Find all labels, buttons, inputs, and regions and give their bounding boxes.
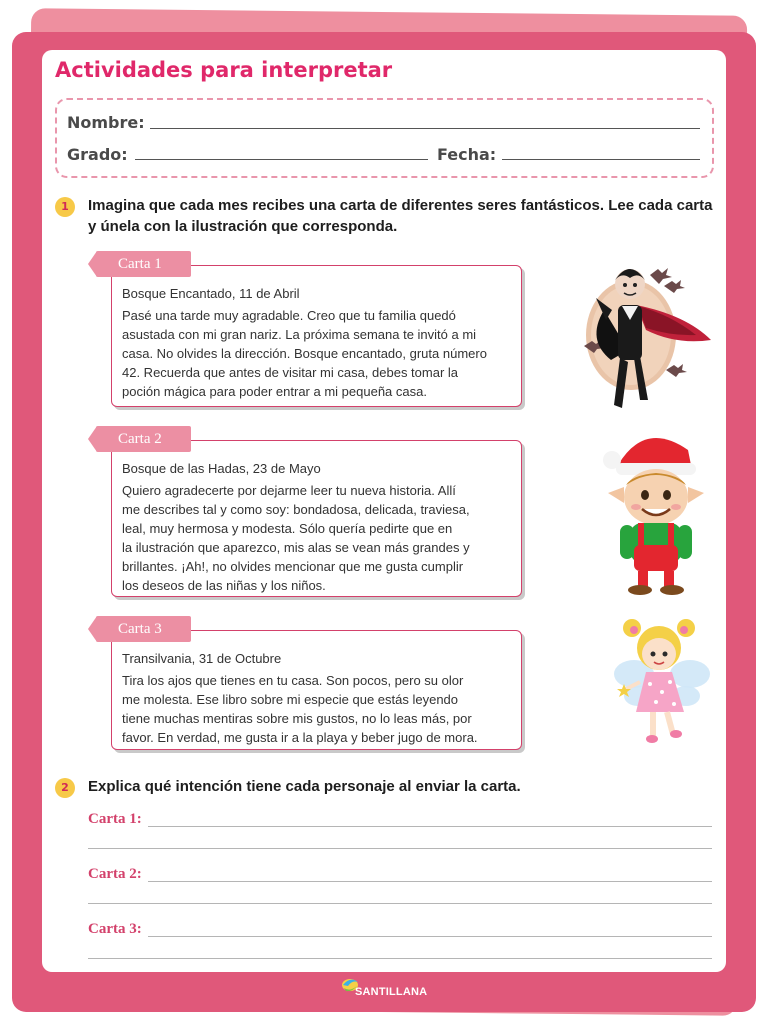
page-title: Actividades para interpretar bbox=[55, 58, 393, 82]
letter-1-line: Pasé una tarde muy agradable. Creo que tu familia quedó bbox=[122, 308, 456, 323]
letter-1-tab: Carta 1 bbox=[96, 251, 191, 277]
letter-2 bbox=[111, 440, 522, 597]
vampire-illustration[interactable] bbox=[576, 250, 716, 415]
letter-2-line: me describes tal y como soy: bondadosa, delicada, traviesa, bbox=[122, 502, 470, 517]
letter-1-line: 42. Recuerda que antes de visitar mi casa, debes tomar la bbox=[122, 365, 459, 380]
question-1-text-line2: y únela con la ilustración que corresponda. bbox=[88, 218, 398, 235]
letter-3-line: favor. En verdad, me gusta ir a la playa y beber jugo de mora. bbox=[122, 730, 478, 745]
letter-3 bbox=[111, 630, 522, 750]
answer-1-field-extra[interactable] bbox=[88, 848, 712, 849]
question-2-badge: 2 bbox=[55, 778, 75, 798]
letter-3-tab: Carta 3 bbox=[96, 616, 191, 642]
question-1-text-line1: Imagina que cada mes recibes una carta de diferentes seres fantásticos. Lee cada carta bbox=[88, 197, 713, 214]
question-1-badge: 1 bbox=[55, 197, 75, 217]
letter-3-heading: Transilvania, 31 de Octubre bbox=[122, 651, 282, 666]
letter-2-line: Quiero agradecerte por dejarme leer tu nueva historia. Allí bbox=[122, 483, 456, 498]
answer-1-label: Carta 1: bbox=[88, 811, 142, 827]
letter-1-line: poción mágica para poder entrar a mi pequeña casa. bbox=[122, 384, 427, 399]
elf-illustration[interactable] bbox=[600, 425, 715, 600]
question-2-text: Explica qué intención tiene cada personaje al enviar la carta. bbox=[88, 778, 521, 795]
letter-1-line: casa. No olvides la dirección. Bosque encantado, gruta número bbox=[122, 346, 487, 361]
letter-3-line: tiene muchas mentiras sobre mis gustos, no lo leas más, por bbox=[122, 711, 472, 726]
letter-2-line: la ilustración que aparezco, mis alas se vean más grandes y bbox=[122, 540, 470, 555]
answer-2-label: Carta 2: bbox=[88, 866, 142, 882]
letter-1-line: asustada con mi gran nariz. La próxima semana te invitó a mi bbox=[122, 327, 477, 342]
letter-1 bbox=[111, 265, 522, 407]
answer-1-field[interactable] bbox=[148, 826, 712, 827]
answer-3-label: Carta 3: bbox=[88, 921, 142, 937]
letter-2-line: brillantes. ¡Ah!, no olvides mencionar que me gusta cumplir bbox=[122, 559, 464, 574]
brand-name: SANTILLANA bbox=[355, 986, 428, 998]
date-label: Fecha: bbox=[437, 145, 497, 164]
grade-label: Grado: bbox=[67, 145, 128, 164]
answer-3-field[interactable] bbox=[148, 936, 712, 937]
letter-3-line: me molesta. Ese libro sobre mi especie que estás leyendo bbox=[122, 692, 459, 707]
grade-field[interactable] bbox=[135, 159, 428, 160]
letter-2-heading: Bosque de las Hadas, 23 de Mayo bbox=[122, 461, 321, 476]
fairy-illustration[interactable] bbox=[612, 612, 712, 752]
letter-2-line: leal, muy hermosa y modesta. Sólo quería pedirte que en bbox=[122, 521, 453, 536]
letter-2-tab: Carta 2 bbox=[96, 426, 191, 452]
answer-2-field-extra[interactable] bbox=[88, 903, 712, 904]
letter-1-heading: Bosque Encantado, 11 de Abril bbox=[122, 286, 300, 301]
name-label: Nombre: bbox=[67, 113, 145, 132]
answer-2-field[interactable] bbox=[148, 881, 712, 882]
student-info-box bbox=[55, 98, 714, 178]
letter-2-line: los deseos de las niñas y los niños. bbox=[122, 578, 326, 593]
answer-3-field-extra[interactable] bbox=[88, 958, 712, 959]
date-field[interactable] bbox=[502, 159, 700, 160]
name-field[interactable] bbox=[150, 128, 700, 129]
letter-3-line: Tira los ajos que tienes en tu casa. Son pocos, pero su olor bbox=[122, 673, 464, 688]
